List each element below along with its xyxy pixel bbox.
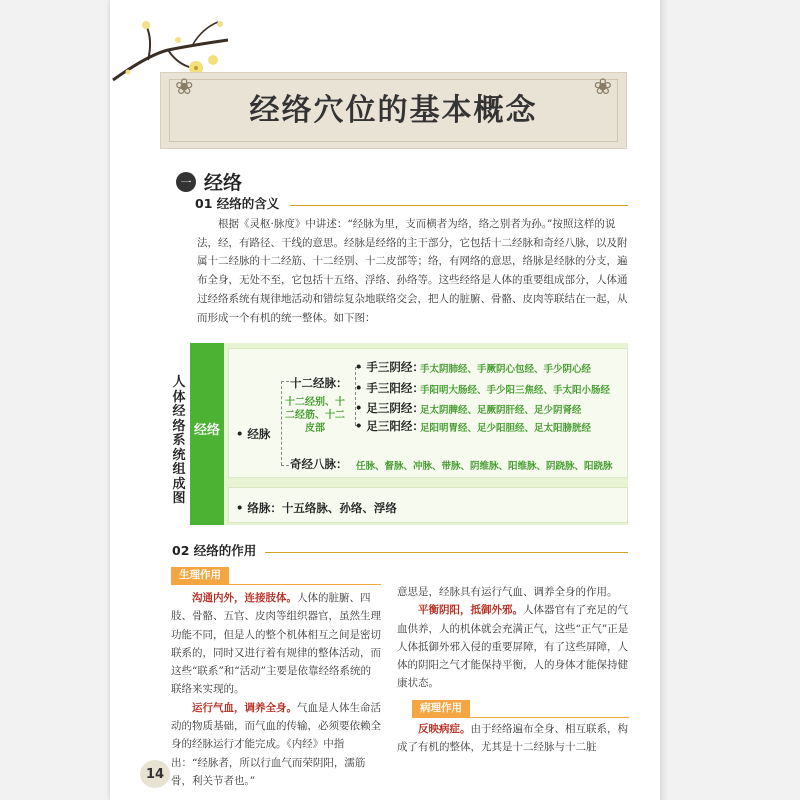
page-title: 经络穴位的基本概念 xyxy=(249,93,538,128)
jingmai-label: • 经脉 xyxy=(236,427,271,441)
swirl-ornament-left: ❀ xyxy=(175,75,194,100)
shou-san-yang-label: • 手三阳经： xyxy=(355,381,424,395)
physiology-tag-rule xyxy=(171,584,381,585)
left-text-1: 人体的脏腑、四肢、骨骼、五官、皮肉等组织器官，虽然生理功能不同，但是人的整个机体相互之间是密切联系的，同时又进行着有规律的整体活动，而这些“联系”和“活动”主要是依靠经络系统的联络来实现的。 xyxy=(171,592,381,696)
diagram-vertical-label: 人体经络系统组成图 xyxy=(172,375,186,506)
subheading-1-title: 01 经络的含义 xyxy=(195,196,280,211)
swirl-ornament-right: ❀ xyxy=(593,75,612,100)
zu-san-yin-items: 足太阴脾经、足厥阴肝经、足少阴肾经 xyxy=(420,405,582,416)
intro-paragraph xyxy=(197,215,629,327)
zu-san-yang-items: 足阳明胃经、足少阳胆经、足太阳膀胱经 xyxy=(420,423,592,434)
right-para-0: 意思是，经脉具有运行气血、调养全身的作用。 xyxy=(397,586,618,598)
bracket-bottom xyxy=(281,465,289,466)
bracket-top xyxy=(281,381,289,382)
shou-san-yang-items: 手阳明大肠经、手少阳三焦经、手太阳小肠经 xyxy=(420,385,611,396)
shier-jingmai-sub: 十二经别、十二经筋、十二皮部 xyxy=(285,397,345,434)
right-column xyxy=(397,583,629,693)
right-para-2 xyxy=(397,720,629,757)
jingmai-bracket xyxy=(281,381,282,465)
shier-jingmai-label: 十二经脉： xyxy=(290,376,348,390)
left-highlight-1: 沟通内外，连接肢体。 xyxy=(192,592,297,604)
right-highlight-2: 反映病症。 xyxy=(418,723,471,735)
zu-san-yin-label: • 足三阴经： xyxy=(355,401,424,415)
pathology-tag-rule xyxy=(412,717,629,718)
subheading-2-rule xyxy=(265,552,628,553)
title-banner xyxy=(160,72,627,149)
section-title: 经络 xyxy=(204,172,243,194)
qijing-bamai-items: 任脉、督脉、冲脉、带脉、阴维脉、阳维脉、阴跷脉、阳跷脉 xyxy=(356,461,613,472)
sub-bracket xyxy=(355,367,356,425)
left-highlight-2: 运行气血，调养全身。 xyxy=(192,701,297,714)
left-para-1 xyxy=(171,589,381,699)
right-highlight-1: 平衡阴阳，抵御外邪。 xyxy=(418,604,523,617)
right-para-1 xyxy=(397,601,629,692)
left-column xyxy=(171,589,381,790)
pathology-tag: 病理作用 xyxy=(412,700,470,717)
subheading-1 xyxy=(195,194,279,212)
page-edge-shadow xyxy=(660,0,668,800)
diagram-root-label: 经络 xyxy=(193,423,220,438)
diagram-root-box xyxy=(190,343,224,525)
zu-san-yang-label: • 足三阳经： xyxy=(355,419,424,433)
left-para-2 xyxy=(171,699,381,790)
luomai-label: • 络脉：十五络脉、孙络、浮络 xyxy=(236,501,397,515)
subheading-2-title: 02 经络的作用 xyxy=(172,543,257,558)
subheading-2 xyxy=(172,541,256,559)
page-number: 14 xyxy=(140,760,170,788)
section-number-icon: 一 xyxy=(176,172,196,192)
right-text-1: 人体器官有了充足的气血供养，人的机体就会充满正气，这些“正气”正是人体抵御外邪入侵的重要屏障，有了这些屏障，人体的阴阳之气才能保持平衡，人的身体才能保持健康状态。 xyxy=(397,604,629,690)
right-text-2: 由于经络遍布全身、相互联系，构成了有机的整体，尤其是十二经脉与十二脏 xyxy=(397,723,628,754)
right-column-2 xyxy=(397,720,629,757)
shou-san-yin-items: 手太阴肺经、手厥阴心包经、手少阴心经 xyxy=(420,364,592,375)
left-text-2: 气血是人体生命活动的物质基础，而气血的传输，必须要依赖全身的经脉运行才能完成。《内经》中指出：“经脉者，所以行血气而荣阴阳，濡筋骨，利关节者也。” xyxy=(171,701,381,787)
qijing-bamai-label: 奇经八脉： xyxy=(290,457,348,471)
shou-san-yin-label: • 手三阴经： xyxy=(355,360,424,374)
subheading-1-rule xyxy=(290,205,628,206)
section-header xyxy=(176,168,242,195)
intro-paragraph-text: 根据《灵枢·脉度》中讲述：“经脉为里，支而横者为络，络之别者为孙。”按照这样的说法，经，有路径、干线的意思。经脉是经络的主干部分，它包括十二经脉和奇经八脉，以及附属十二经脉的十二经筋、十二经别、十二皮部等；络，有网络的意思，络脉是经脉的分支，遍布全身，无处不至，它包括十五络、浮络、孙络等。这些经络是人体的重要组成部分，人体通过经络系统有规律地活动和错综复杂地联络交会，把人的脏腑、骨骼、皮肉等联结在一起，从而形成一个有机的统一整体。如下图： xyxy=(197,218,628,324)
physiology-tag: 生理作用 xyxy=(171,567,229,584)
